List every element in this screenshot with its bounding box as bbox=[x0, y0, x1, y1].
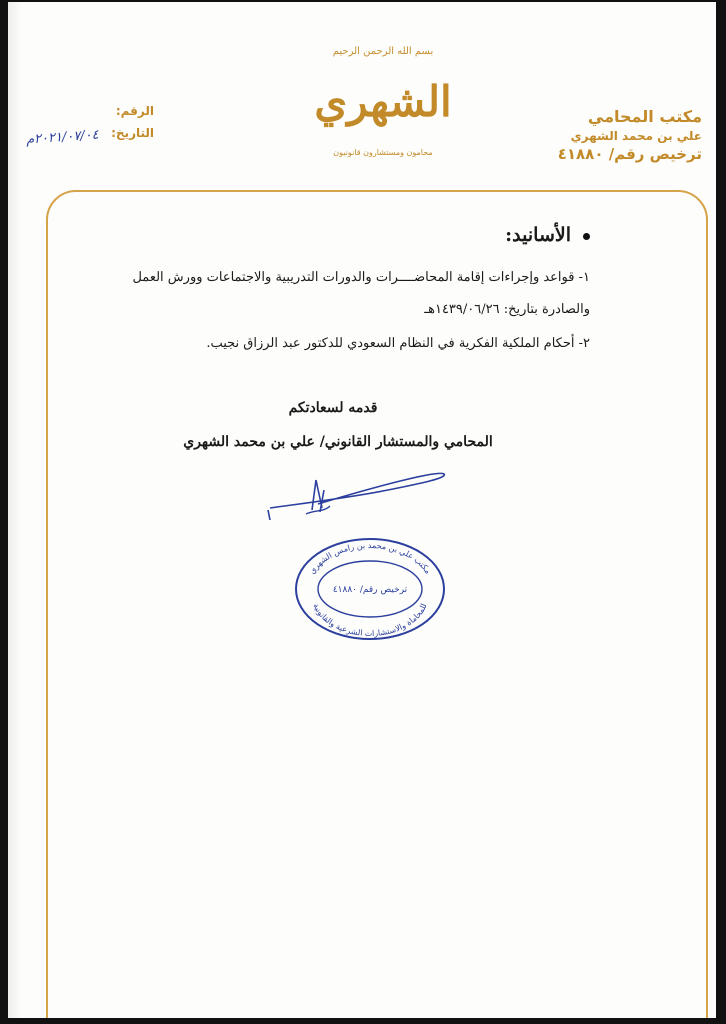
date-label: التاريخ: bbox=[111, 126, 154, 140]
handwritten-signature bbox=[258, 460, 458, 530]
stamp-bottom-text: للمحاماة والاستشارات الشرعية والقانونية bbox=[311, 602, 429, 639]
svg-text:للمحاماة والاستشارات الشرعية و bbox=[311, 602, 428, 638]
presented-by-label: قدمه لسعادتكم bbox=[288, 400, 378, 416]
office-title: مكتب المحامي bbox=[587, 107, 702, 126]
number-label: الرقم: bbox=[115, 104, 154, 118]
reference-line-1: ١- قواعد وإجراءات إقامة المحاضــــرات والدورات التدريبية والاجتماعات وورش العمل bbox=[132, 270, 590, 285]
license-number: ترخيص رقم/ ٤١٨٨٠ bbox=[557, 145, 702, 163]
handwritten-date: ٢٠٢١/٠٧/٠٤م bbox=[25, 127, 100, 148]
office-header bbox=[552, 107, 702, 163]
document-page bbox=[8, 2, 716, 1018]
reference-line-3: ٢- أحكام الملكية الفكرية في النظام السعودي للدكتور عبد الرزاق نجيب. bbox=[206, 336, 590, 351]
calligraphy-logo bbox=[308, 40, 458, 180]
svg-text:مكتب علي بن محمد بن رامس الشهر bbox=[307, 541, 432, 576]
stamp-top-text: مكتب علي بن محمد بن رامس الشهري bbox=[307, 540, 433, 576]
stamp-license: ترخيص رقم/ ٤١٨٨٠ bbox=[332, 585, 408, 595]
reference-line-2: والصادرة بتاريخ: ١٤٣٩/٠٦/٢٦هـ bbox=[424, 302, 590, 317]
signer-name: المحامي والمستشار القانوني/ علي بن محمد الشهري bbox=[183, 434, 493, 450]
logo-brand: الشهري bbox=[314, 77, 452, 126]
section-heading: الأسانيد: bbox=[505, 224, 590, 246]
lawyer-name: علي بن محمد الشهري bbox=[570, 129, 702, 143]
official-stamp bbox=[290, 534, 450, 644]
scan-shadow bbox=[8, 2, 22, 1018]
logo-tagline: محامون ومستشارون قانونيون bbox=[333, 148, 433, 157]
logo-basmala: بسم الله الرحمن الرحيم bbox=[332, 46, 434, 57]
